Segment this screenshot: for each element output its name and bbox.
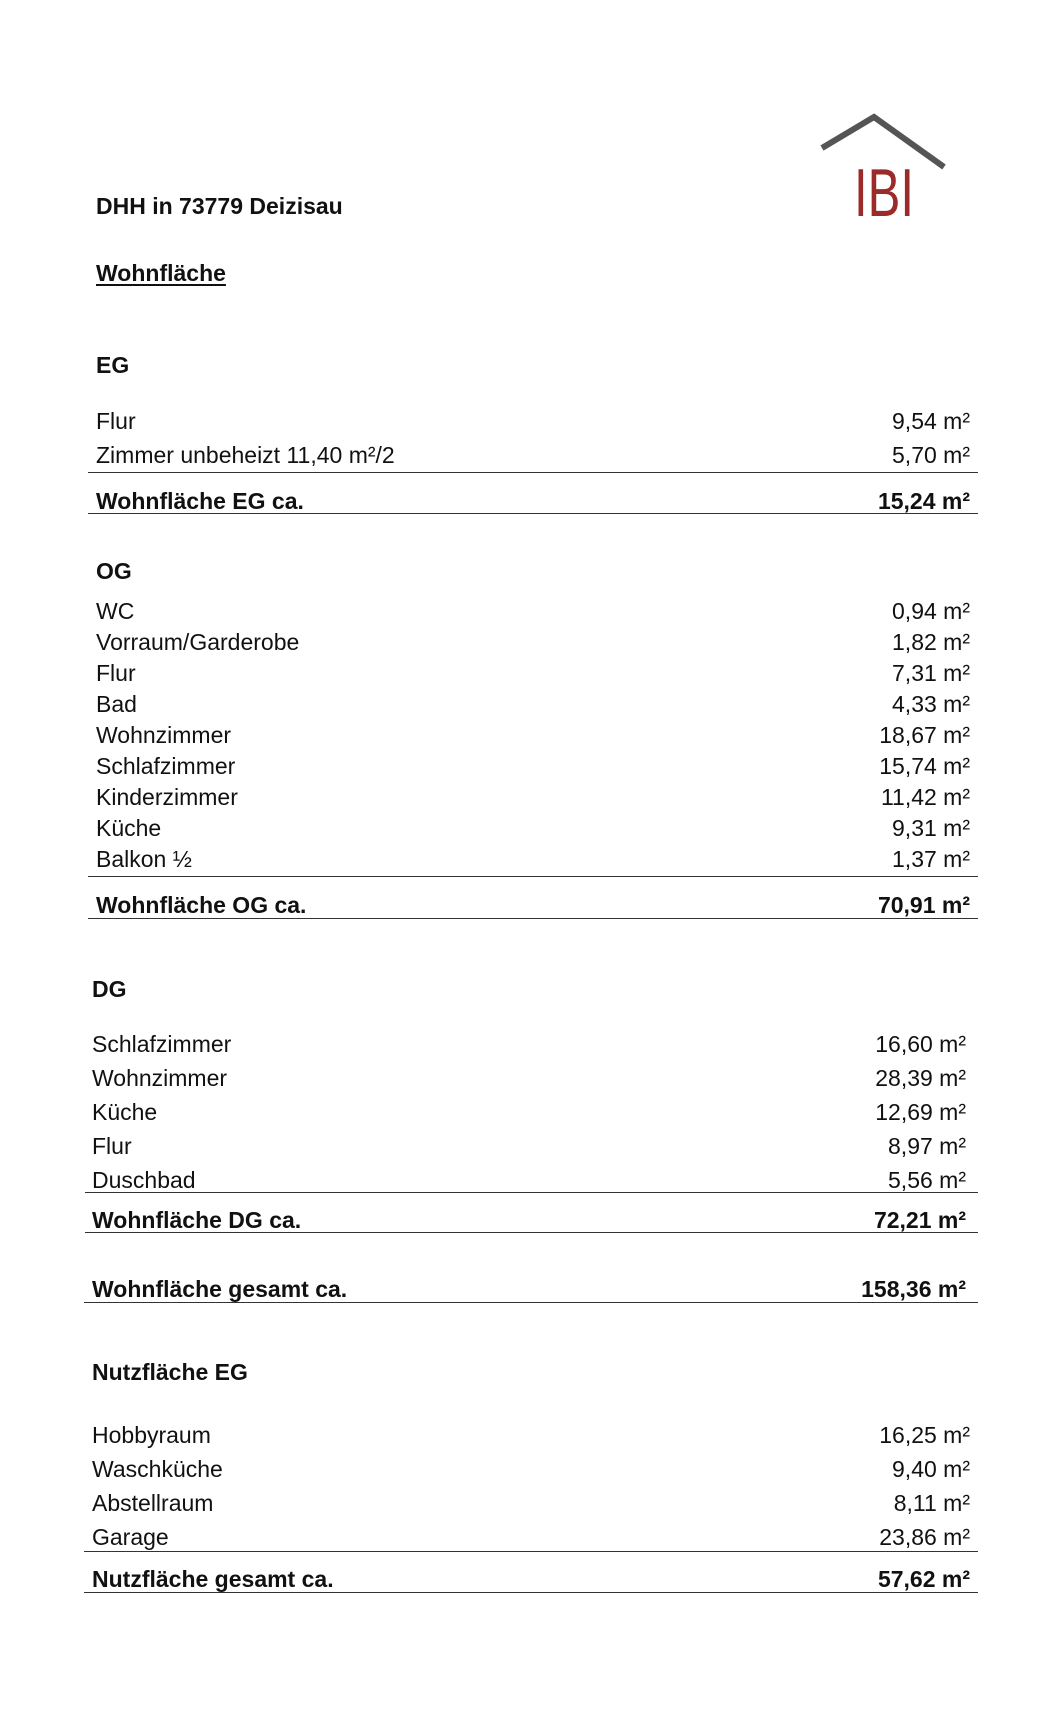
total-label: Nutzfläche gesamt ca. [92,1566,334,1592]
row-label: Flur [96,660,136,686]
divider [88,876,978,877]
row-value: 18,67 m² [879,722,970,748]
divider [84,1551,978,1552]
total-row-nutzflaeche [92,1565,970,1593]
row-label: Balkon ½ [96,846,192,872]
table-row [96,441,970,469]
table-row [96,845,970,873]
row-label: Schlafzimmer [96,753,236,779]
row-label: Abstellraum [92,1490,214,1516]
row-value: 9,40 m² [892,1456,970,1482]
heading-nutzflaeche: Nutzfläche EG [92,1359,248,1385]
row-label: Küche [96,815,162,841]
heading-og: OG [96,558,132,584]
divider [88,513,978,514]
table-row [96,628,970,656]
row-label: Flur [92,1133,132,1159]
row-value: 5,56 m² [888,1167,966,1193]
row-value: 12,69 m² [875,1099,966,1125]
row-value: 28,39 m² [875,1065,966,1091]
row-value: 8,11 m² [893,1490,970,1516]
table-row [96,783,970,811]
row-label: Küche [92,1099,158,1125]
divider [84,1302,978,1303]
table-row [96,659,970,687]
total-value: 15,24 m² [877,488,970,514]
table-row [92,1455,970,1483]
row-value: 9,54 m² [892,408,970,434]
total-value: 72,21 m² [873,1207,966,1233]
divider [85,1192,978,1193]
table-row [92,1421,970,1449]
row-value: 1,82 m² [892,629,970,655]
row-label: Flur [96,408,136,434]
row-label: Wohnzimmer [96,722,232,748]
total-label: Wohnfläche EG ca. [96,488,304,514]
row-label: Schlafzimmer [92,1031,232,1057]
total-value: 158,36 m² [861,1276,966,1302]
total-label: Wohnfläche DG ca. [92,1207,302,1233]
table-row [92,1132,966,1160]
row-value: 9,31 m² [892,815,970,841]
row-label: WC [96,598,135,624]
table-row [92,1064,966,1092]
total-label: Wohnfläche OG ca. [96,892,307,918]
row-label: Waschküche [92,1456,223,1482]
table-row [96,752,970,780]
section-title-wohnflaeche: Wohnfläche [96,260,226,286]
row-value: 7,31 m² [892,660,970,686]
total-value: 70,91 m² [877,892,970,918]
row-value: 5,70 m² [892,442,970,468]
table-row [96,721,970,749]
total-row-gesamt [92,1275,966,1303]
table-row [92,1489,970,1517]
table-row [92,1030,966,1058]
row-label: Garage [92,1524,169,1550]
ibi-logo [818,112,953,222]
table-row [96,814,970,842]
divider [84,1592,978,1593]
row-value: 1,37 m² [892,846,970,872]
divider [88,918,978,919]
row-label: Zimmer unbeheizt 11,40 m²/2 [96,442,395,468]
table-row [92,1523,970,1551]
divider [88,472,978,473]
table-row [96,690,970,718]
row-label: Hobbyraum [92,1422,211,1448]
total-row-eg [96,487,970,515]
row-label: Bad [96,691,137,717]
table-row [96,407,970,435]
row-value: 0,94 m² [892,598,970,624]
table-row [92,1166,966,1194]
heading-eg: EG [96,352,130,378]
row-label: Wohnzimmer [92,1065,228,1091]
total-row-dg [92,1206,966,1234]
row-value: 11,42 m² [880,784,970,810]
heading-dg: DG [92,976,127,1002]
row-label: Duschbad [92,1167,196,1193]
row-value: 23,86 m² [879,1524,970,1550]
table-row [96,597,970,625]
document-title: DHH in 73779 Deizisau [96,193,343,219]
row-value: 16,25 m² [879,1422,970,1448]
row-label: Vorraum/Garderobe [96,629,300,655]
row-value: 8,97 m² [888,1133,966,1159]
table-row [92,1098,966,1126]
row-label: Kinderzimmer [96,784,238,810]
total-row-og [96,891,970,919]
row-value: 16,60 m² [875,1031,966,1057]
row-value: 4,33 m² [892,691,970,717]
divider [85,1232,978,1233]
total-value: 57,62 m² [877,1566,970,1592]
row-value: 15,74 m² [879,753,970,779]
logo-text: IBI [854,155,914,222]
total-label: Wohnfläche gesamt ca. [92,1276,348,1302]
